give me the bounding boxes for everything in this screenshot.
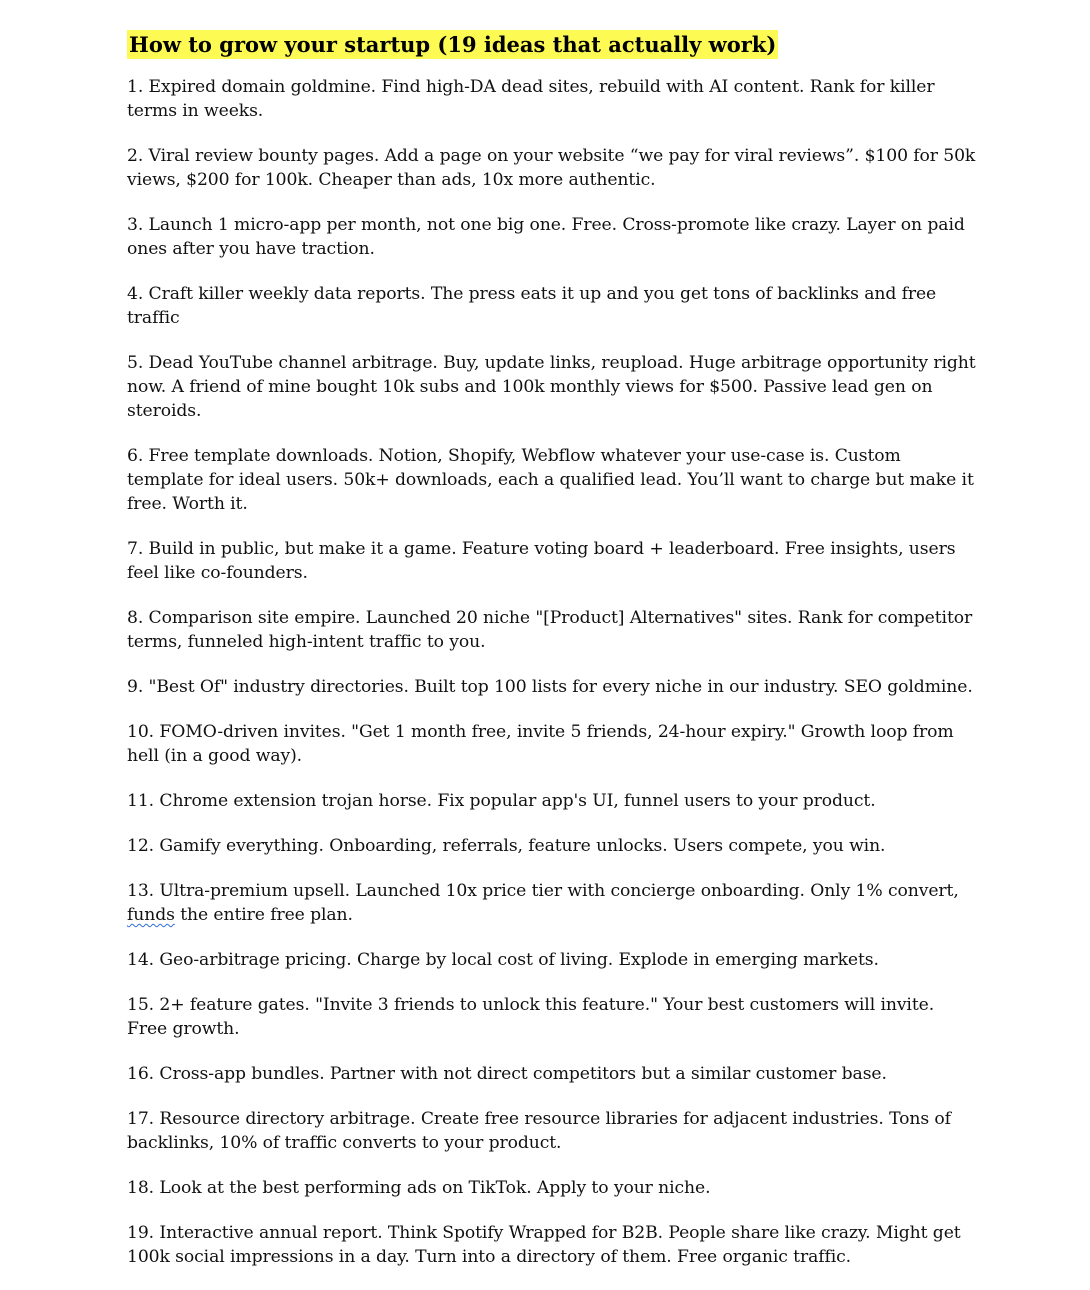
ideas-list — [127, 75, 977, 1269]
list-item: 19. Interactive annual report. Think Spotify Wrapped for B2B. People share like crazy. Might get 100k social impressions in a day. Turn into a directory of them. Free organic traffic. — [127, 1223, 961, 1267]
list-item: 9. "Best Of" industry directories. Built top 100 lists for every niche in our industry. SEO goldmine. — [127, 677, 973, 697]
list-item: 11. Chrome extension trojan horse. Fix popular app's UI, funnel users to your product. — [127, 791, 876, 811]
list-item: 4. Craft killer weekly data reports. The press eats it up and you get tons of backlinks and free traffic — [127, 284, 937, 328]
item-13-text-after: the entire free plan. — [174, 905, 353, 925]
document-title: How to grow your startup (19 ideas that actually work) — [129, 32, 777, 57]
list-item: 2. Viral review bounty pages. Add a page on your website “we pay for viral reviews”. $100 for 50k views, $200 for 100k. Cheaper than ads, 10x more authentic. — [127, 146, 976, 190]
list-item: 7. Build in public, but make it a game. Feature voting board + leaderboard. Free insights, users feel like co-founders. — [127, 539, 956, 583]
list-item: 6. Free template downloads. Notion, Shopify, Webflow whatever your use-case is. Custom template for ideal users. 50k+ downloads, each a qualified lead. You’ll want to charge but make it free. Worth it. — [127, 446, 974, 514]
list-item: 12. Gamify everything. Onboarding, referrals, feature unlocks. Users compete, you win. — [127, 836, 886, 856]
list-item: 17. Resource directory arbitrage. Create free resource libraries for adjacent industries. Tons of backlinks, 10% of traffic converts to your product. — [127, 1109, 951, 1153]
document-page — [127, 30, 977, 1290]
list-item: 15. 2+ feature gates. "Invite 3 friends to unlock this feature." Your best customers will invite. Free growth. — [127, 995, 935, 1039]
list-item — [127, 879, 977, 927]
item-13-text-before: 13. Ultra-premium upsell. Launched 10x price tier with concierge onboarding. Only 1% convert, — [127, 881, 959, 901]
spellcheck-flagged-word[interactable]: funds — [127, 905, 175, 925]
list-item: 5. Dead YouTube channel arbitrage. Buy, update links, reupload. Huge arbitrage opportunity right now. A friend of mine bought 10k subs and 100k monthly views for $500. Passive lead gen on steroids. — [127, 353, 976, 421]
list-item: 8. Comparison site empire. Launched 20 niche "[Product] Alternatives" sites. Rank for competitor terms, funneled high-intent traffic to you. — [127, 608, 973, 652]
list-item: 16. Cross-app bundles. Partner with not direct competitors but a similar customer base. — [127, 1064, 887, 1084]
list-item: 10. FOMO-driven invites. "Get 1 month free, invite 5 friends, 24-hour expiry." Growth loop from hell (in a good way). — [127, 722, 954, 766]
list-item: 18. Look at the best performing ads on TikTok. Apply to your niche. — [127, 1178, 711, 1198]
list-item: 3. Launch 1 micro-app per month, not one big one. Free. Cross-promote like crazy. Layer on paid ones after you have traction. — [127, 215, 965, 259]
list-item: 14. Geo-arbitrage pricing. Charge by local cost of living. Explode in emerging markets. — [127, 950, 879, 970]
list-item: 1. Expired domain goldmine. Find high-DA dead sites, rebuild with AI content. Rank for killer terms in weeks. — [127, 77, 935, 121]
